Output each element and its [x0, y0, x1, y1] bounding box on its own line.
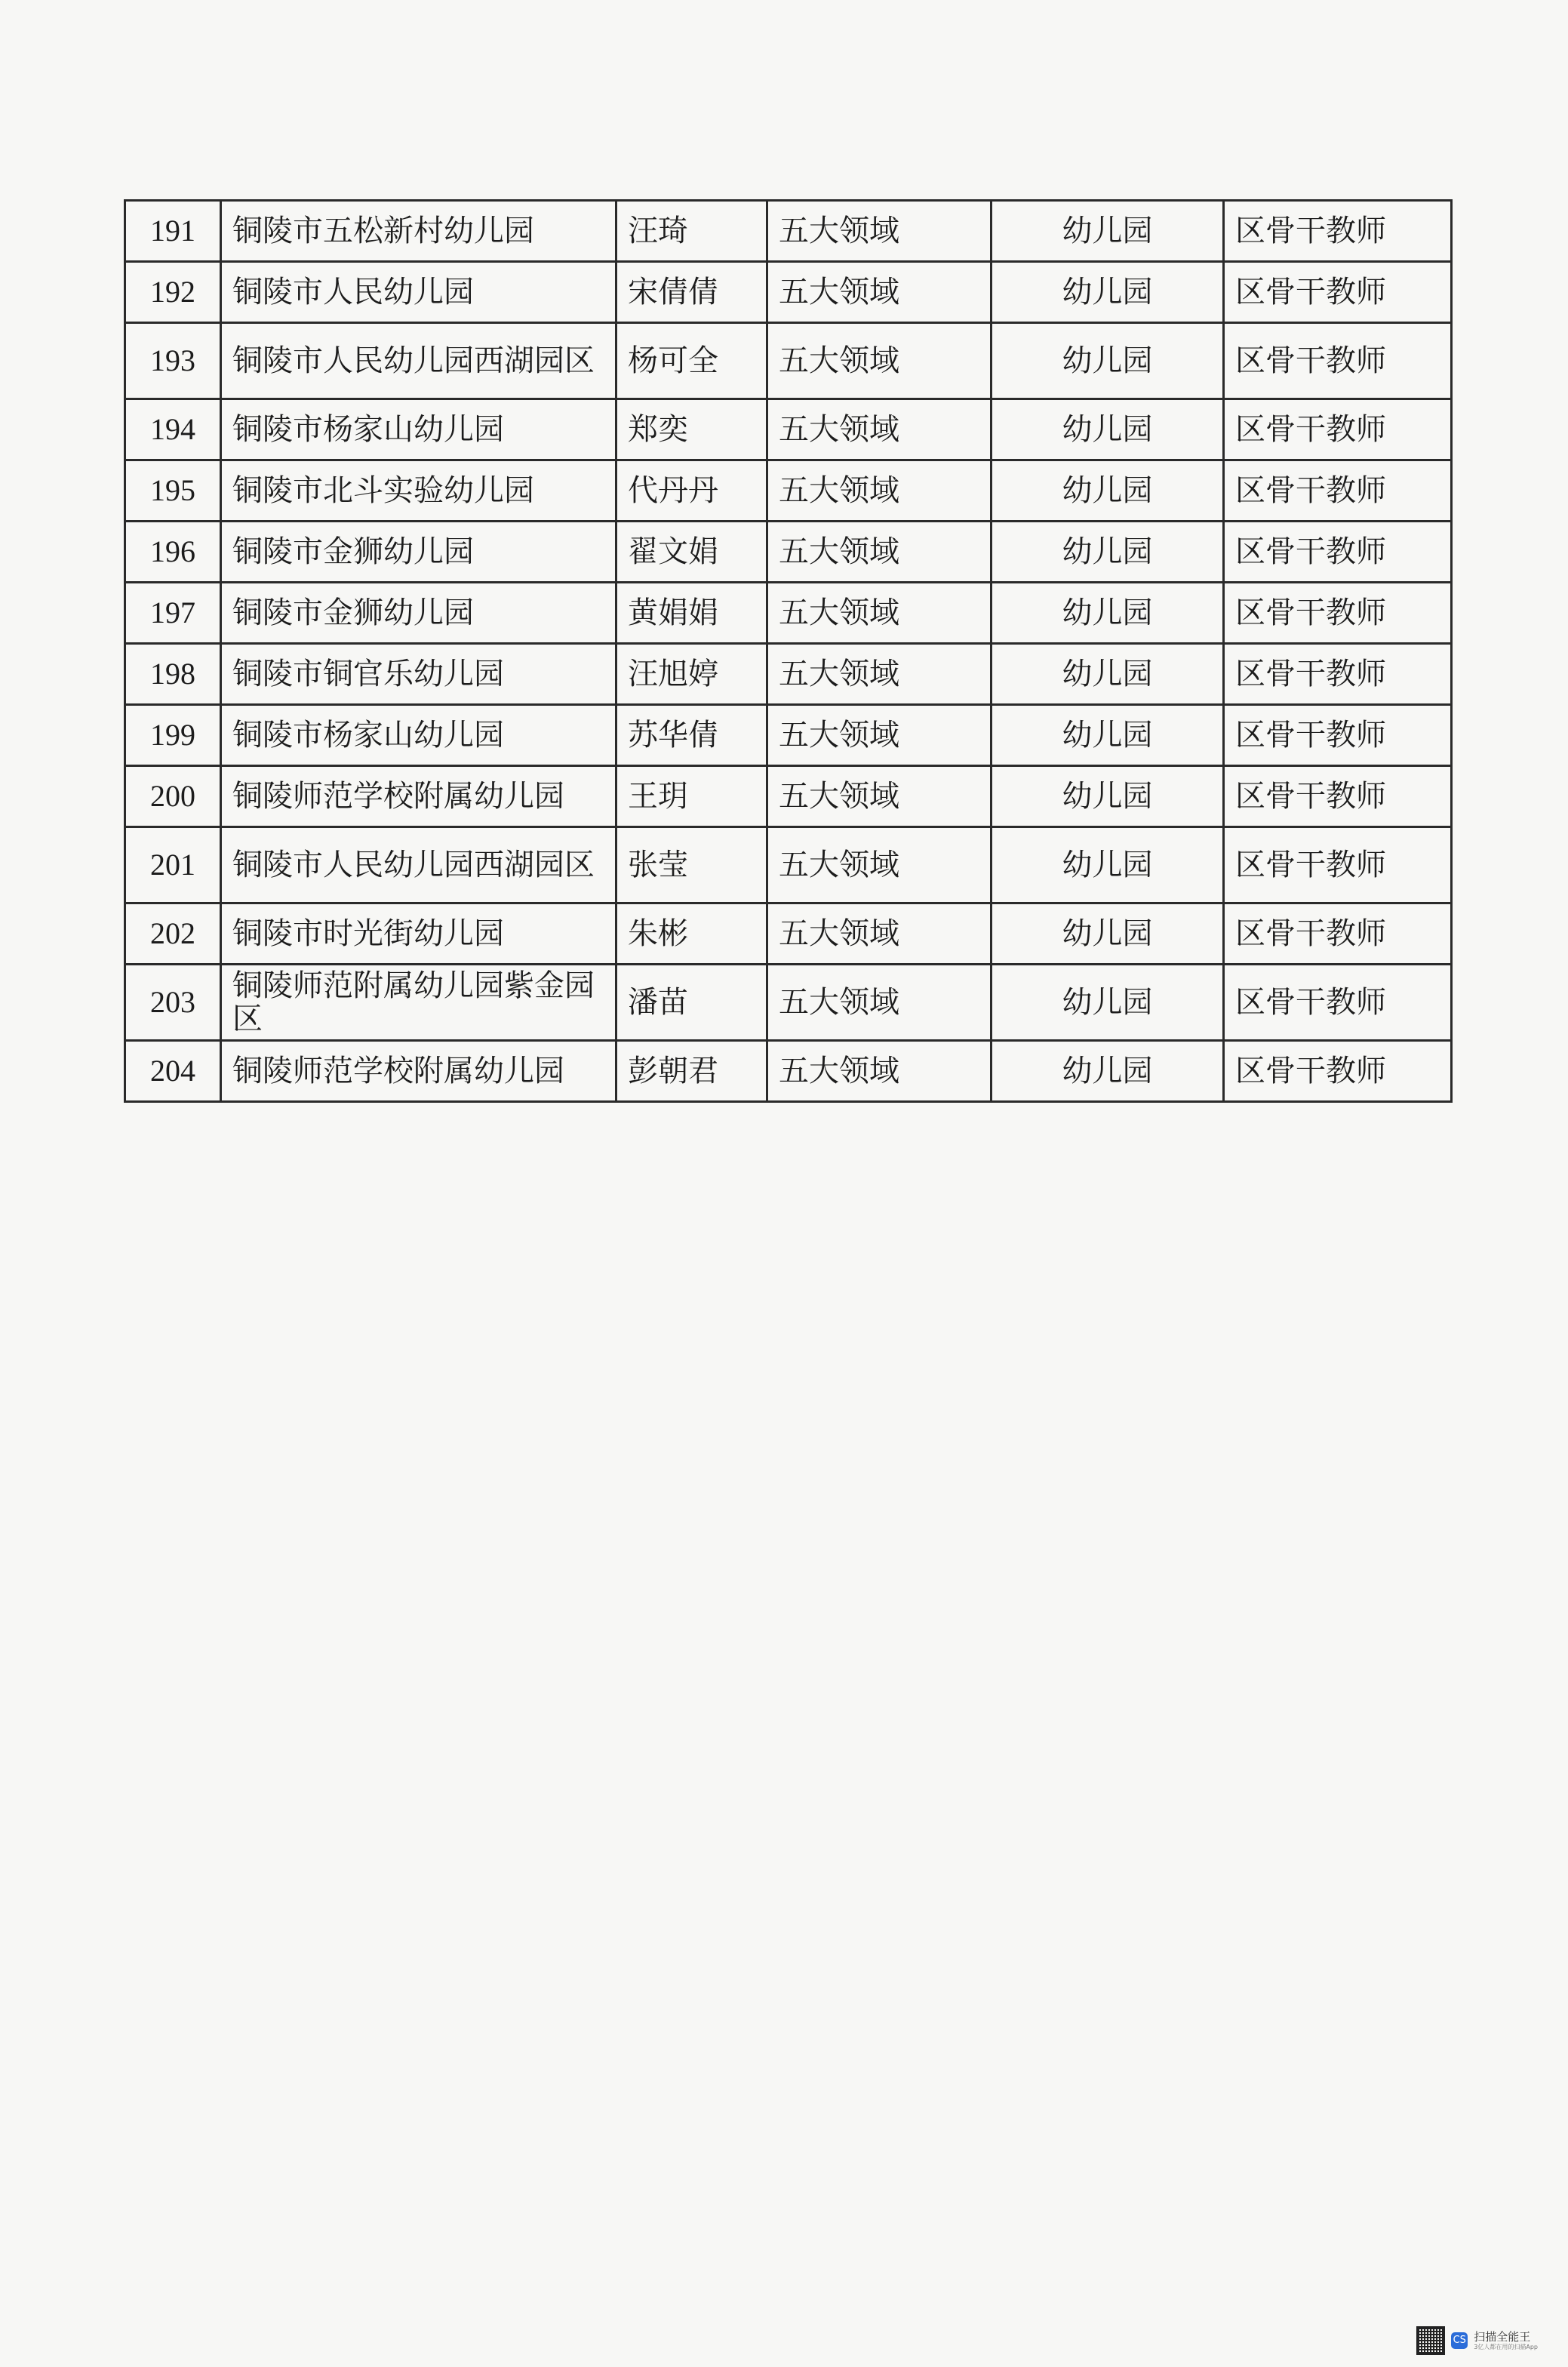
teacher-name: 汪琦 — [616, 201, 767, 262]
teacher-name: 王玥 — [616, 766, 767, 827]
school-stage: 幼儿园 — [992, 262, 1224, 323]
table-row — [125, 262, 1452, 323]
table-row — [125, 399, 1452, 460]
table-row — [125, 903, 1452, 965]
teacher-title: 区骨干教师 — [1224, 644, 1452, 705]
row-number: 197 — [125, 583, 221, 644]
watermark-text — [1474, 2331, 1538, 2351]
subject-field: 五大领域 — [767, 262, 992, 323]
qr-code-icon — [1416, 2326, 1445, 2355]
teacher-title: 区骨干教师 — [1224, 1041, 1452, 1102]
teacher-title: 区骨干教师 — [1224, 323, 1452, 399]
table-row — [125, 201, 1452, 262]
teacher-title: 区骨干教师 — [1224, 583, 1452, 644]
teacher-name: 潘苗 — [616, 965, 767, 1041]
school-name: 铜陵市人民幼儿园西湖园区 — [221, 827, 616, 903]
subject-field: 五大领域 — [767, 583, 992, 644]
school-stage: 幼儿园 — [992, 399, 1224, 460]
subject-field: 五大领域 — [767, 522, 992, 583]
school-stage: 幼儿园 — [992, 766, 1224, 827]
table-row — [125, 583, 1452, 644]
row-number: 202 — [125, 903, 221, 965]
subject-field: 五大领域 — [767, 399, 992, 460]
subject-field: 五大领域 — [767, 965, 992, 1041]
school-name: 铜陵市杨家山幼儿园 — [221, 399, 616, 460]
teacher-title: 区骨干教师 — [1224, 262, 1452, 323]
school-stage: 幼儿园 — [992, 644, 1224, 705]
teacher-name: 苏华倩 — [616, 705, 767, 766]
row-number: 193 — [125, 323, 221, 399]
watermark-app-name: 扫描全能王 — [1474, 2329, 1531, 2344]
school-stage: 幼儿园 — [992, 1041, 1224, 1102]
school-name: 铜陵师范学校附属幼儿园 — [221, 1041, 616, 1102]
subject-field: 五大领域 — [767, 766, 992, 827]
watermark-tagline: 3亿人都在用的扫描App — [1474, 2343, 1538, 2350]
school-name: 铜陵市杨家山幼儿园 — [221, 705, 616, 766]
teacher-name: 宋倩倩 — [616, 262, 767, 323]
teacher-title: 区骨干教师 — [1224, 201, 1452, 262]
table-row — [125, 460, 1452, 522]
teacher-name: 朱彬 — [616, 903, 767, 965]
table-row — [125, 522, 1452, 583]
row-number: 192 — [125, 262, 221, 323]
row-number: 200 — [125, 766, 221, 827]
teacher-roster-table — [124, 199, 1453, 1103]
school-name: 铜陵市五松新村幼儿园 — [221, 201, 616, 262]
table-row — [125, 644, 1452, 705]
teacher-title: 区骨干教师 — [1224, 399, 1452, 460]
school-name: 铜陵市金狮幼儿园 — [221, 522, 616, 583]
school-stage: 幼儿园 — [992, 460, 1224, 522]
subject-field: 五大领域 — [767, 1041, 992, 1102]
table-row — [125, 705, 1452, 766]
table-row — [125, 766, 1452, 827]
scanner-watermark — [1416, 2326, 1538, 2355]
school-name: 铜陵市人民幼儿园 — [221, 262, 616, 323]
school-stage: 幼儿园 — [992, 323, 1224, 399]
school-stage: 幼儿园 — [992, 522, 1224, 583]
school-stage: 幼儿园 — [992, 705, 1224, 766]
school-name: 铜陵师范学校附属幼儿园 — [221, 766, 616, 827]
subject-field: 五大领域 — [767, 201, 992, 262]
table-row — [125, 827, 1452, 903]
table-row — [125, 965, 1452, 1041]
teacher-name: 黄娟娟 — [616, 583, 767, 644]
table-row — [125, 1041, 1452, 1102]
school-name: 铜陵师范附属幼儿园紫金园区 — [221, 965, 616, 1041]
subject-field: 五大领域 — [767, 903, 992, 965]
school-stage: 幼儿园 — [992, 201, 1224, 262]
scanner-app-logo-icon: CS — [1451, 2332, 1468, 2349]
row-number: 198 — [125, 644, 221, 705]
teacher-title: 区骨干教师 — [1224, 705, 1452, 766]
table-body — [125, 201, 1452, 1102]
school-name: 铜陵市金狮幼儿园 — [221, 583, 616, 644]
subject-field: 五大领域 — [767, 827, 992, 903]
subject-field: 五大领域 — [767, 460, 992, 522]
subject-field: 五大领域 — [767, 644, 992, 705]
teacher-name: 翟文娟 — [616, 522, 767, 583]
row-number: 201 — [125, 827, 221, 903]
row-number: 195 — [125, 460, 221, 522]
teacher-name: 郑奕 — [616, 399, 767, 460]
teacher-title: 区骨干教师 — [1224, 903, 1452, 965]
teacher-title: 区骨干教师 — [1224, 460, 1452, 522]
teacher-name: 杨可全 — [616, 323, 767, 399]
teacher-name: 张莹 — [616, 827, 767, 903]
row-number: 194 — [125, 399, 221, 460]
row-number: 191 — [125, 201, 221, 262]
school-name: 铜陵市人民幼儿园西湖园区 — [221, 323, 616, 399]
school-stage: 幼儿园 — [992, 827, 1224, 903]
teacher-name: 彭朝君 — [616, 1041, 767, 1102]
row-number: 204 — [125, 1041, 221, 1102]
school-stage: 幼儿园 — [992, 903, 1224, 965]
subject-field: 五大领域 — [767, 705, 992, 766]
teacher-title: 区骨干教师 — [1224, 522, 1452, 583]
teacher-title: 区骨干教师 — [1224, 827, 1452, 903]
school-stage: 幼儿园 — [992, 965, 1224, 1041]
subject-field: 五大领域 — [767, 323, 992, 399]
row-number: 203 — [125, 965, 221, 1041]
row-number: 196 — [125, 522, 221, 583]
school-name: 铜陵市铜官乐幼儿园 — [221, 644, 616, 705]
teacher-title: 区骨干教师 — [1224, 965, 1452, 1041]
teacher-name: 汪旭婷 — [616, 644, 767, 705]
school-stage: 幼儿园 — [992, 583, 1224, 644]
school-name: 铜陵市时光街幼儿园 — [221, 903, 616, 965]
teacher-title: 区骨干教师 — [1224, 766, 1452, 827]
table-row — [125, 323, 1452, 399]
school-name: 铜陵市北斗实验幼儿园 — [221, 460, 616, 522]
teacher-name: 代丹丹 — [616, 460, 767, 522]
row-number: 199 — [125, 705, 221, 766]
